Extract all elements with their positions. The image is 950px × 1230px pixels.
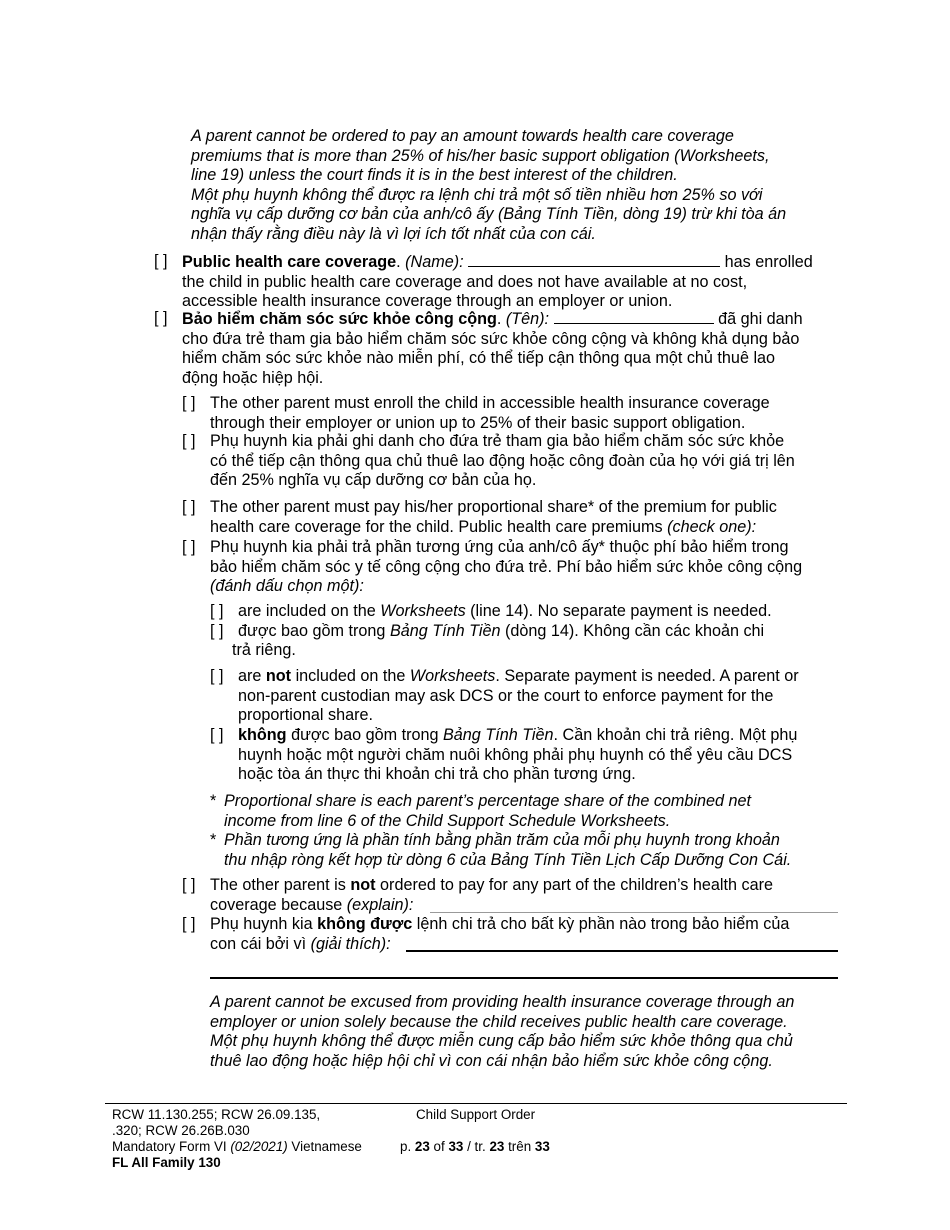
pay-option-en: The other parent must pay his/her proportional share* of the premium for public health care coverage for the child. Public health care premiums (check one): [210,498,777,536]
not-included-vi: không được bao gồm trong Bảng Tính Tiền. Cần khoản chi trả riêng. Một phụ huynh hoặc một người chăm nuôi không phải phụ huynh có thể yêu cầu DCS hoặc tòa án thực thi khoản chi trả cho phần tương ứng. [238,726,798,784]
not-ordered-vi: Phụ huynh kia không được lệnh chi trả cho bất kỳ phần nào trong bảo hiểm của con cái bởi vì (giải thích): [210,915,790,953]
intro-vi-line: Một phụ huynh không thể được ra lệnh chi trả một số tiền nhiều hơn 25% so với [191,185,763,204]
pay-option-vi-checkbox[interactable]: [ ] [182,538,196,556]
pay-option-checkbox[interactable]: [ ] [182,498,196,516]
footer-center [416,1107,535,1123]
public-coverage-vi-tail: đã ghi danh [718,310,803,328]
name-field[interactable] [468,252,720,267]
not-included-en: are not included on the Worksheets. Separate payment is needed. A parent or non-parent custodian may ask DCS or the court to enforce payment for the proportional share. [238,667,799,725]
enroll-option-vi: Phụ huynh kia phải ghi danh cho đứa trẻ tham gia bảo hiểm chăm sóc sức khỏe có thể tiếp cận thông qua chủ thuê lao động hoặc công đoàn của họ với giá trị lên đến 25% nghĩa vụ cấp dưỡng cơ bản của họ. [210,432,795,490]
public-coverage-tail: has enrolled [724,253,813,271]
intro-vi-line: nghĩa vụ cấp dưỡng cơ bản của anh/cô ấy (Bảng Tính Tiền, dòng 19) trừ khi tòa án [191,205,787,224]
public-coverage-vi-line: động hoặc hiệp hội. [182,368,324,387]
page-number: p. 23 of 33 / tr. 23 trên 33 [400,1139,550,1154]
public-coverage-vi-checkbox[interactable]: [ ] [154,309,168,327]
intro-en-line: line 19) unless the court finds it is in the best interest of the children. [191,166,678,185]
name-label: (Name): [405,253,464,271]
public-coverage-checkbox[interactable]: [ ] [154,252,168,270]
footnote-en: Proportional share is each parent’s percentage share of the combined net income from line 6 of the Child Support Schedule Worksheets. [224,792,752,830]
footer-left: RCW 11.130.255; RCW 26.09.135, .320; RCW 26.26B.030 Mandatory Form VI (02/2021) Vietnamese FL All Family 130 [112,1107,362,1170]
public-coverage-title: Public health care coverage [182,253,397,271]
public-coverage-line: the child in public health care coverage and does not have available at no cost, [182,272,748,291]
public-coverage-vi: Bảo hiểm chăm sóc sức khỏe công cộng. (Tên): đã ghi danh cho đứa trẻ tham gia bảo hiểm chăm sóc sức khỏe công cộng và không khả dụng bảo hiểm chăm sóc sức khỏe nào miễn phí, có thể tiếp cận thông qua một chủ thuê lao động hoặc hiệp hội. [182,310,803,387]
footnote-star: * [210,831,217,849]
public-coverage-vi-line: cho đứa trẻ tham gia bảo hiểm chăm sóc sức khỏe công cộng và không khả dụng bảo [182,329,800,348]
enroll-option-en: The other parent must enroll the child in accessible health insurance coverage through their employer or union up to 25% of their basic support obligation. [210,394,770,432]
not-ordered-checkbox[interactable]: [ ] [182,876,196,894]
intro-note [191,127,786,245]
public-coverage-vi-title: Bảo hiểm chăm sóc sức khỏe công cộng [182,310,497,328]
enroll-option-vi-checkbox[interactable]: [ ] [182,432,196,450]
not-ordered-vi-checkbox[interactable]: [ ] [182,915,196,933]
included-en: are included on the Worksheets (line 14). No separate payment is needed. [238,602,772,620]
explain-line[interactable] [430,912,838,913]
included-vi-cont: trả riêng. [232,641,296,659]
footnote-star: * [210,792,217,810]
pay-option-vi: Phụ huynh kia phải trả phần tương ứng của anh/cô ấy* thuộc phí bảo hiểm trong bảo hiểm chăm sóc y tế công cộng cho đứa trẻ. Phí bảo hiểm sức khỏe công cộng (đánh dấu chọn một): [210,538,803,596]
intro-vi-line: nhận thấy rằng điều này là vì lợi ích tốt nhất của con cái. [191,224,596,243]
enroll-option-checkbox[interactable]: [ ] [182,394,196,412]
explain-extra-line[interactable] [210,977,838,979]
intro-en-line: A parent cannot be ordered to pay an amount towards health care coverage [191,127,734,145]
included-vi: được bao gồm trong Bảng Tính Tiền (dòng 14). Không cần các khoản chi [238,622,765,640]
not-included-checkbox[interactable]: [ ] [210,667,224,685]
public-coverage-line: accessible health insurance coverage through an employer or union. [182,292,673,311]
public-coverage-en: Public health care coverage. (Name): has enrolled the child in public health care coverage and does not have available at no cost, accessible health insurance coverage through an employer or union. [182,253,813,311]
intro-en-line: premiums that is more than 25% of his/her basic support obligation (Worksheets, [191,146,770,165]
not-included-vi-checkbox[interactable]: [ ] [210,726,224,744]
footer-title: Child Support Order [416,1107,536,1122]
closing-note: A parent cannot be excused from providing health insurance coverage through an employer or union solely because the child receives public health care coverage. Một phụ huynh không thể được miễn cung cấp bảo hiểm sức khỏe thông qua chủ thuê lao động hoặc hiệp hội chỉ vì con cái nhận bảo hiểm sức khỏe công cộng. [210,993,795,1070]
not-ordered-en: The other parent is not ordered to pay for any part of the children’s health care coverage because (explain): [210,876,773,914]
footer-rule [105,1103,847,1104]
giai-thich-line[interactable] [406,950,838,952]
ten-label: (Tên): [505,310,550,328]
included-vi-checkbox[interactable]: [ ] [210,622,224,640]
footnote-vi: Phần tương ứng là phần tính bằng phần trăm của mỗi phụ huynh trong khoản thu nhập ròng kết hợp từ dòng 6 của Bảng Tính Tiền Lịch Cấp Dưỡng Con Cái. [224,831,792,869]
ten-field[interactable] [554,309,714,324]
included-checkbox[interactable]: [ ] [210,602,224,620]
public-coverage-vi-line: hiểm chăm sóc sức khỏe nào miễn phí, có thể tiếp cận thông qua một chủ thuê lao [182,349,776,368]
form-code: FL All Family 130 [112,1155,221,1170]
